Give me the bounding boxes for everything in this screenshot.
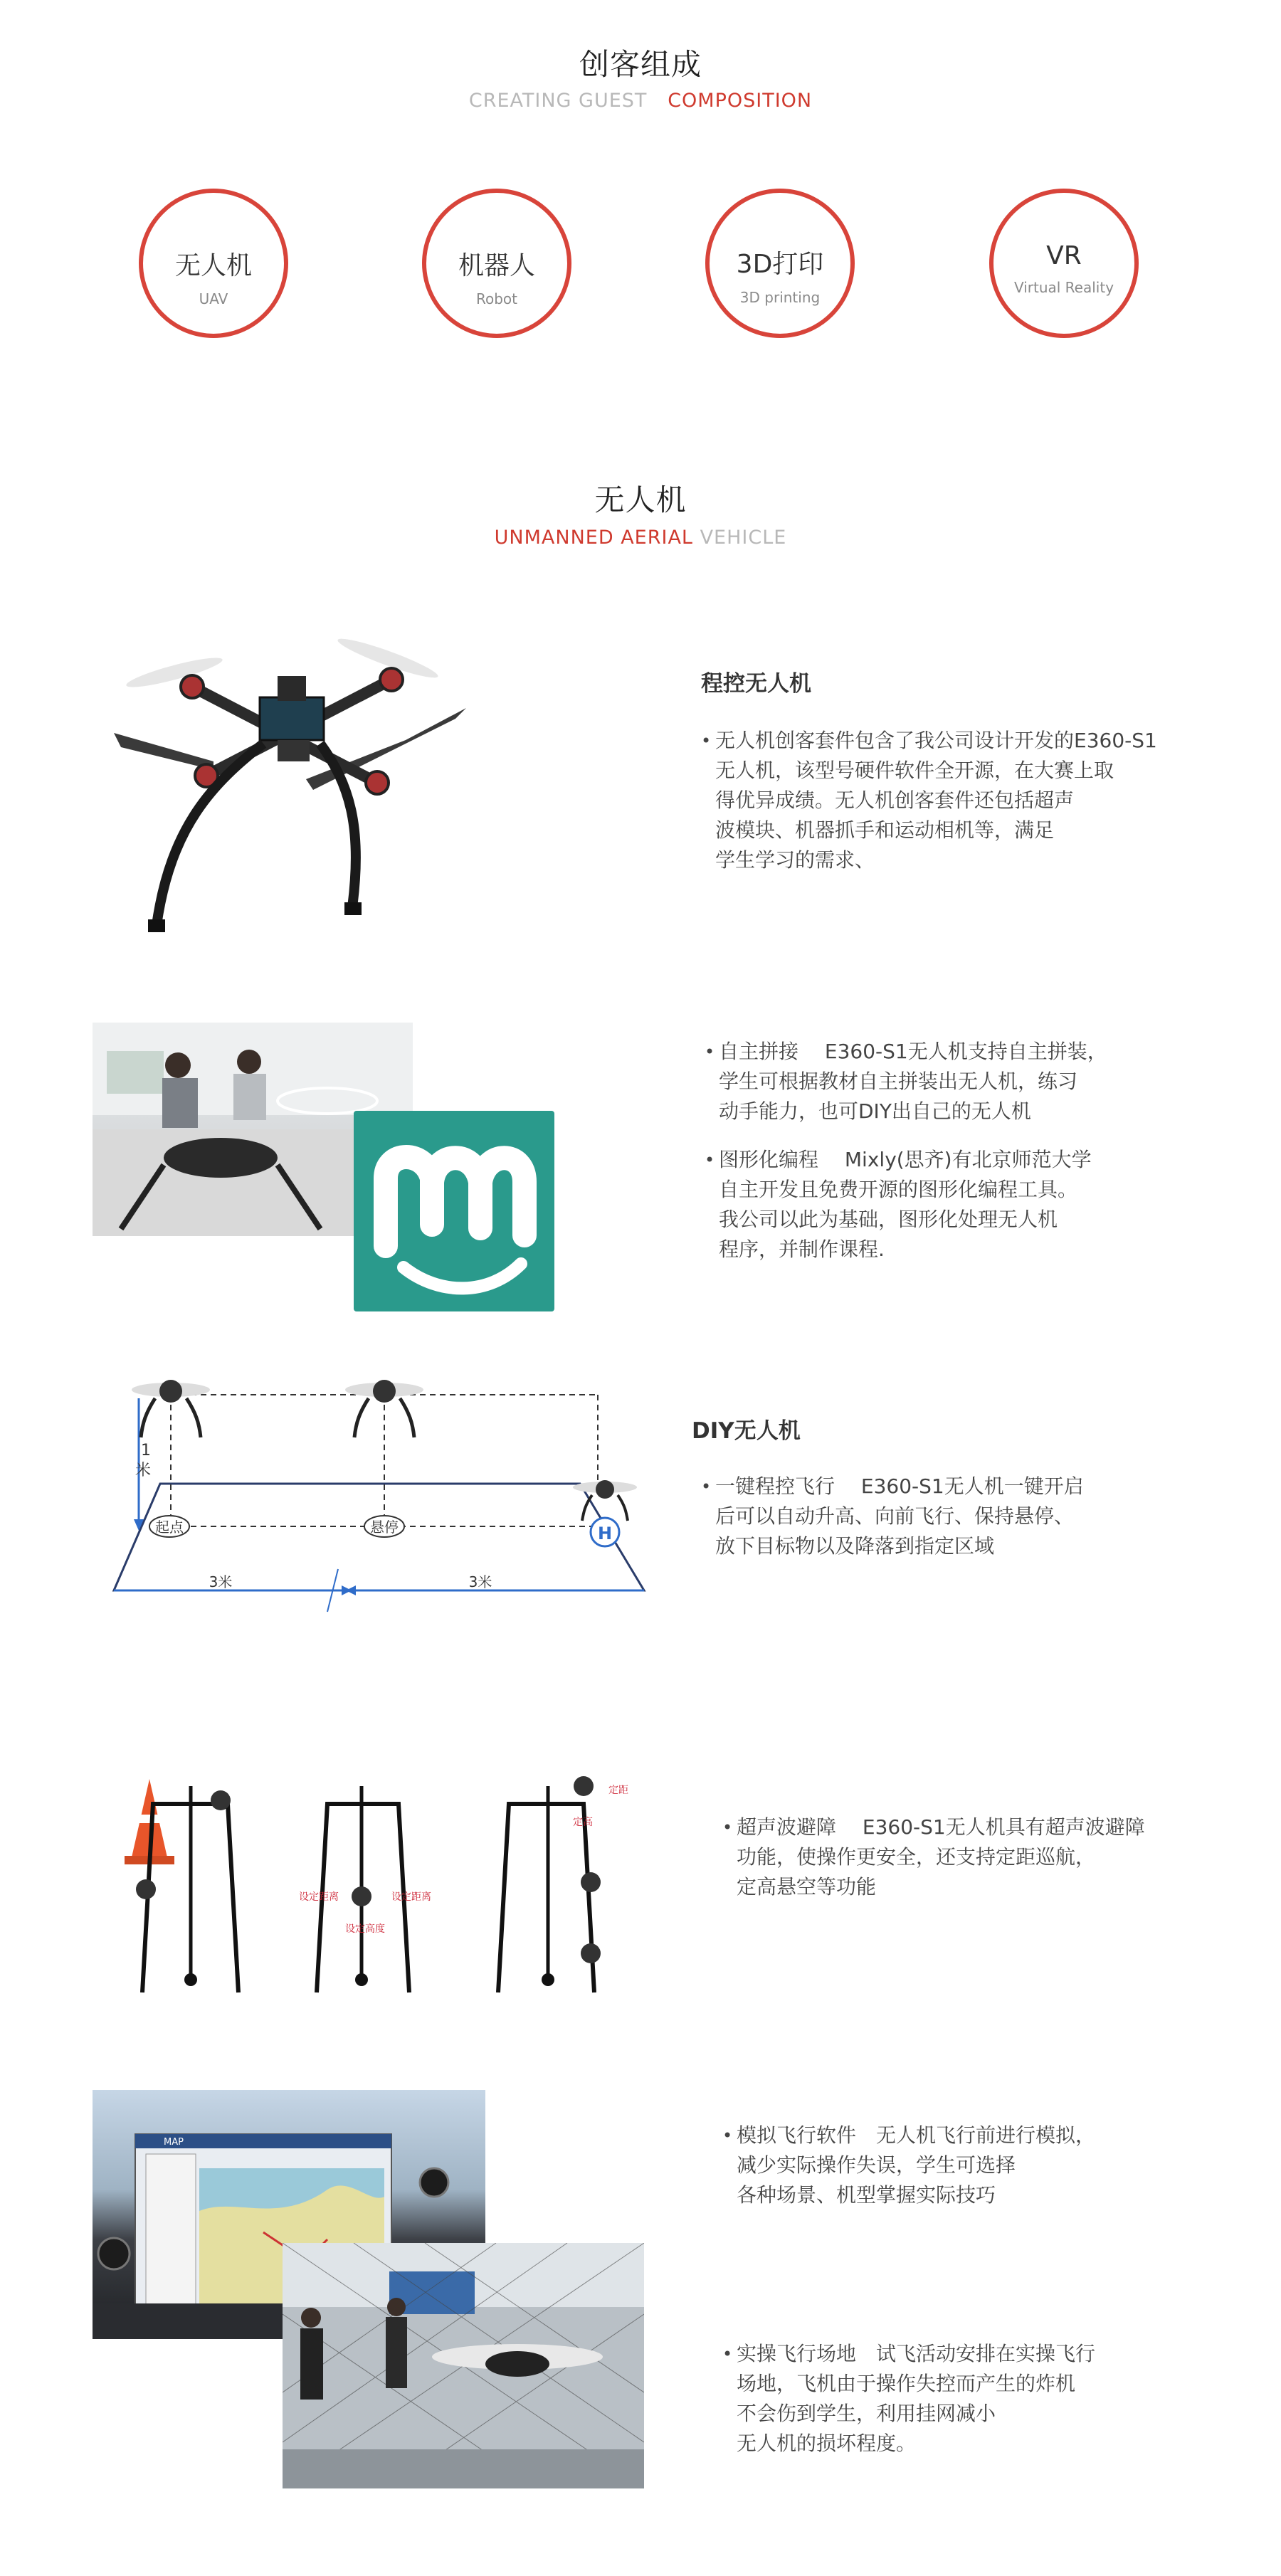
block4-line: 定高悬空等功能 — [737, 1875, 877, 1899]
composition-item-zh: VR — [1046, 241, 1082, 270]
block5-p1-line: 模拟飞行软件 无人机飞行前进行模拟， — [737, 2123, 1096, 2147]
block2-p2-line: 图形化编程 Mixly(思齐)有北京师范大学 — [719, 1148, 1092, 1171]
obstacle-avoidance-diagram — [93, 1758, 648, 2014]
flight-field-photo — [283, 2243, 644, 2488]
block3-line: 后可以自动升高、向前飞行、保持悬停、 — [715, 1504, 1075, 1528]
block4-line: 功能，使操作更安全，还支持定距巡航， — [737, 1845, 1096, 1869]
hover-label: 悬停 — [370, 1519, 399, 1536]
block2-text: • 自主拼接 E360-S1无人机支持自主拼装， 学生可根据教材自主拼装出无人机，练习 动手能力，也可DIY出自己的无人机 • 图形化编程 Mixly(思齐)有北京师范大学 自主开发且免费开源的图形化编程工具。 我公司以此为基础，图形化处理无人机 程序，并制作课程. — [719, 1037, 1217, 1265]
quadcopter-illustration — [107, 612, 477, 954]
block2-p2-line: 我公司以此为基础，图形化处理无人机 — [719, 1208, 1058, 1231]
block2-p1-line: 学生可根据教材自主拼装出无人机，练习 — [719, 1070, 1078, 1093]
diagram-label-b: 设定距离 — [391, 1891, 431, 1903]
block5-p2-line: 不会伤到学生，利用挂网减小 — [737, 2402, 996, 2425]
block1-line: 得优异成绩。无人机创客套件还包括超声 — [715, 788, 1075, 812]
mixly-logo — [354, 1111, 554, 1311]
composition-item-en: Virtual Reality — [1013, 279, 1114, 296]
composition-item-vr[interactable] — [989, 189, 1139, 338]
block2-p2-line: 自主开发且免费开源的图形化编程工具。 — [719, 1178, 1078, 1201]
block5-p1-line: 减少实际操作失误，学生可选择 — [737, 2153, 1016, 2177]
composition-item-zh: 无人机 — [174, 251, 252, 280]
block1-text: • 无人机创客套件包含了我公司设计开发的E360-S1 无人机，该型号硬件软件全开源，在大赛上取 得优异成绩。无人机创客套件还包括超声 波模块、机器抓手和运动相机等，满足 学生学习的需求、 — [715, 726, 1213, 875]
block2-p2-line: 程序，并制作课程. — [719, 1237, 885, 1261]
distance-label-1: 3米 — [209, 1573, 233, 1590]
diagram-label-e: 定距 — [608, 1785, 628, 1796]
composition-item-3d-printing[interactable] — [705, 189, 855, 338]
diagram-label-d: 定高 — [573, 1817, 593, 1828]
composition-item-uav[interactable] — [139, 189, 288, 338]
block1-title: 程控无人机 — [701, 671, 811, 697]
composition-item-en: 3D printing — [739, 289, 821, 306]
composition-item-en: Robot — [475, 290, 517, 307]
flight-path-diagram — [93, 1356, 648, 1619]
block3-text: • 一键程控飞行 E360-S1无人机一键开启 后可以自动升高、向前飞行、保持悬停、 放下目标物以及降落到指定区域 — [715, 1472, 1213, 1561]
height-unit-label: 米 — [135, 1462, 152, 1479]
block3-line: 一键程控飞行 E360-S1无人机一键开启 — [715, 1474, 1084, 1498]
composition-subtitle — [0, 90, 1281, 112]
block2-p1-line: 动手能力，也可DIY出自己的无人机 — [719, 1099, 1031, 1123]
uav-section-subtitle-red: UNMANNED AERIAL — [494, 527, 693, 549]
block1-line: 无人机创客套件包含了我公司设计开发的E360-S1 — [715, 729, 1157, 752]
block5-p2-line: 场地，飞机由于操作失控而产生的炸机 — [737, 2372, 1076, 2395]
block5-p2-line: 无人机的损坏程度。 — [737, 2432, 917, 2455]
block3-line: 放下目标物以及降落到指定区域 — [715, 1534, 995, 1558]
composition-item-zh: 机器人 — [458, 251, 535, 280]
block4-text: • 超声波避障 E360-S1无人机具有超声波避障 功能，使操作更安全，还支持定距巡航， 定高悬空等功能 — [737, 1812, 1235, 1902]
composition-item-robot[interactable] — [422, 189, 571, 338]
composition-title: 创客组成 — [579, 47, 702, 82]
block1-line: 波模块、机器抓手和运动相机等，满足 — [715, 818, 1055, 842]
block5-p2-line: 实操飞行场地 试飞活动安排在实操飞行 — [737, 2342, 1096, 2365]
block4-line: 超声波避障 E360-S1无人机具有超声波避障 — [737, 1815, 1145, 1839]
diagram-label-c: 设定高度 — [345, 1923, 385, 1935]
uav-section-subtitle-grey: VEHICLE — [700, 527, 787, 549]
uav-section-title: 无人机 — [594, 482, 687, 517]
block3-title: DIY无人机 — [692, 1418, 801, 1444]
composition-subtitle-red: COMPOSITION — [668, 90, 813, 112]
height-label: 1 — [141, 1442, 151, 1459]
block2-p1-line: 自主拼接 E360-S1无人机支持自主拼装， — [719, 1040, 1107, 1063]
uav-section-subtitle — [0, 527, 1281, 549]
block1-line: 学生学习的需求、 — [715, 848, 875, 872]
block5-text-2: • 实操飞行场地 试飞活动安排在实操飞行 场地，飞机由于操作失控而产生的炸机 不会伤到学生，利用挂网减小 无人机的损坏程度。 — [737, 2339, 1235, 2459]
composition-item-zh: 3D打印 — [736, 250, 824, 279]
start-label: 起点 — [155, 1519, 184, 1536]
sim-window-title: MAP — [164, 2137, 184, 2148]
block5-text-1: • 模拟飞行软件 无人机飞行前进行模拟， 减少实际操作失误，学生可选择 各种场景、机型掌握实际技巧 — [737, 2121, 1235, 2210]
composition-item-en: UAV — [199, 290, 228, 307]
svg-text:H: H — [597, 1524, 613, 1543]
composition-subtitle-grey: CREATING GUEST — [468, 90, 648, 112]
distance-label-2: 3米 — [468, 1573, 492, 1590]
diagram-label-a: 设定距离 — [299, 1891, 339, 1903]
block5-p1-line: 各种场景、机型掌握实际技巧 — [737, 2183, 996, 2207]
block1-line: 无人机，该型号硬件软件全开源，在大赛上取 — [715, 759, 1114, 782]
